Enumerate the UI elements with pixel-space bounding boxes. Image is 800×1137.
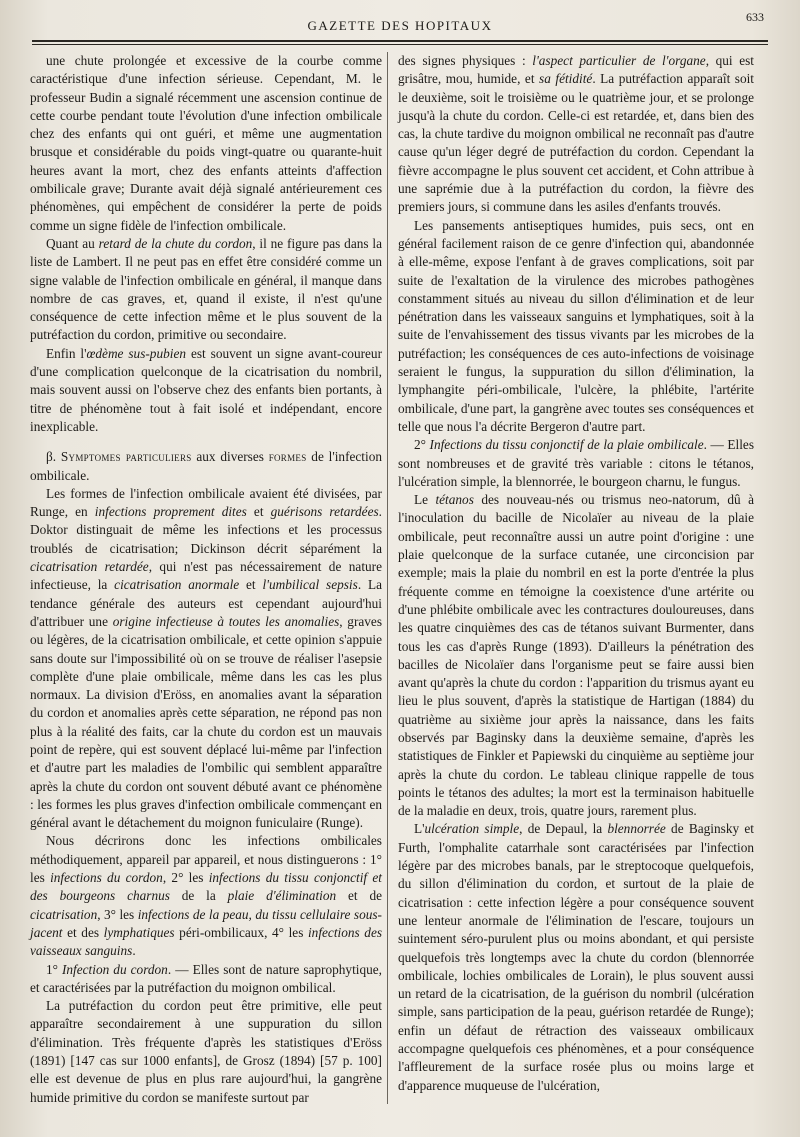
text-run: Nous décrirons donc les infections ombilicales méthodiquement, appareil par appareil, et nous distinguerons : 1° les (30, 833, 382, 886)
text-run: 2° (413, 437, 430, 453)
paragraph (398, 52, 754, 217)
text-run: Les formes de l'infection ombilicale avaient été divisées, par Runge, en (30, 485, 382, 520)
italic-phrase: sa fétidité (539, 71, 593, 87)
text-run: de la (169, 888, 228, 904)
paragraph (30, 485, 382, 833)
italic-phrase: œdème sus-pubien (86, 345, 187, 361)
text-run: des signes physiques : (398, 53, 533, 68)
text-run: Quant au (45, 235, 99, 251)
text-run: . Doktor distinguait de même les infections et les processus troublés de cicatrisation; Dickinson décrit séparément la (30, 504, 382, 556)
small-caps-phrase: Symptomes particuliers (60, 449, 192, 465)
text-run: Enfin l' (45, 345, 87, 361)
text-run: L' (413, 821, 425, 837)
italic-phrase: guérisons retardées (270, 504, 379, 520)
italic-phrase: cicatrisation anormale (114, 577, 240, 593)
italic-phrase: infections des vaisseaux sanguins (30, 924, 383, 959)
text-run: des nouveau-nés ou trismus neo-natorum, dû à l'inoculation du bacille de Nicolaïer au niveau de la plaie ombilicale, peut reconnaître aussi un autre point d'origine : une plaie quelconque de la surface cutanée, une circoncision par exemple; mais la plaie du nombril en est la porte d'entrée la plus fréquente comme en témoigne la coexistence d'une artérite ou d'une phlébite ombilicale avec les contractures douloureuses, dans les quatre cinquièmes des cas de tétanos suivant Burmenter, dans tous les cas d'après Runge (1893). D'ailleurs la pénétration des bacilles de Nicolaïer dans l'organisme peut se faire aussi bien avant qu'après la chute du cordon : l'apparition du trismus ayant eu lieu le plus souvent, d'après la statistique de Hartigan (1884) du quatrième au sixième jour après la naissance, dans les faits observés par Baginsky dans la deuxième semaine, d'après les statistiques de Finkler et Papiewski du cinquième au septième jour après la chute du cordon. Le tableau clinique rappelle de tous points le tétanos des adultes; la mort est la terminaison habituelle de la maladie en deux, trois, quatre jours, rarement plus. (398, 492, 754, 819)
italic-phrase: infections du cordon (50, 870, 163, 886)
text-run: de l'infection ombilicale. (30, 449, 382, 483)
italic-phrase: cicatrisation retardée (30, 559, 149, 575)
text-run: et des (62, 924, 104, 940)
italic-phrase: Infection du cordon (61, 961, 168, 977)
paragraph (30, 235, 382, 345)
italic-phrase: l'aspect particulier de l'organe (532, 53, 706, 68)
paragraph (30, 345, 382, 436)
italic-phrase: infections du tissu conjonctif et des bourgeons charnus (30, 870, 382, 904)
text-run: et (246, 504, 271, 520)
column-divider (387, 52, 388, 1104)
italic-phrase: retard de la chute du cordon (98, 235, 253, 251)
italic-phrase: cicatrisation (30, 906, 98, 922)
right-column (398, 52, 754, 1095)
text-run: , graves ou légères, de la cicatrisation ombilicale, et cette opinion s'appuie sans doute sur l'impossibilité où on se trouve de réaliser l'asepsie complète d'une plaie ombilicale, même dans les cas les plus normaux. La division d'Eröss, en anomalies avant la séparation du cordon et anomalies après cette séparation, ne répond pas non plus à la réalité des faits, car la chute du cordon est un mauvais point de repère, qui est souvent déplacé lui-même par l'infection et d'autre part les maladies de l'ombilic qui semblent apparaître après la chute du cordon ont souvent débuté avant ce phénomène : les formes les plus graves d'infection ombilicale commençant en général avant le détachement du moignon funiculaire (Runge). (30, 613, 383, 831)
text-run: et de (336, 888, 382, 904)
text-run: β. (45, 449, 61, 465)
text-run: . — Elles sont nombreuses et de gravité très variable : citons le tétanos, l'ulcération simple, la blennorrée, le bourgeon charnu, le fungus. (398, 437, 754, 489)
paragraph (398, 491, 754, 820)
text-run: . La tendance générale des auteurs est cependant aujourd'hui d'attribuer une (30, 577, 382, 629)
text-run: , de Depaul, la (519, 821, 608, 837)
text-run: Les pansements antiseptiques humides, puis secs, ont en général facilement raison de ce genre d'infection qui, abandonnée à elle-même, expose l'enfant à de graves complications, soit par suite de l'exaltation de la virulence des microbes pathogènes constamment situés au niveau du sillon d'élimination et de leur pénétration dans les vaisseaux sanguins et lymphatiques, soit à la suite de l'envahissement des tissus vivants par les microbes de la putréfaction; les conséquences de ces auto-infections de voisinage seraient le fungus, la suppuration du sillon d'élimination, la lymphangite péri-ombilicale, l'ulcère, la phlébite, l'artérite ombilicale, d'une part, la gangrène avec toutes ses conséquences et telle que nous l'a décrite Bergeron d'autre part. (398, 217, 754, 434)
text-run: , qui n'est pas nécessairement de nature infectieuse, la (30, 559, 382, 593)
paragraph (398, 217, 754, 437)
text-run: , qui est grisâtre, mou, humide, et (398, 53, 754, 87)
text-run: Le (413, 492, 436, 508)
text-run: une chute prolongée et excessive de la courbe comme caractéristique d'une infection sérieuse. Cependant, M. le professeur Budin a signalé récemment une ascension continue de cette courbe pendant toute l'évolution d'une infection ombilicale chez des enfants qui ont guéri, et même une augmentation brusque et considérable du poids vingt-quatre ou quarante-huit heures avant la mort, chez des enfants atteints d'affection ombilicale grave; Durante avait déjà signalé antérieurement ces phénomènes, qui empêchent de considérer la perte de poids comme un signe fidèle de l'infection ombilicale. (30, 53, 382, 233)
italic-phrase: Infections du tissu conjonctif de la plaie ombilicale (429, 437, 704, 453)
text-run: , il ne figure pas dans la liste de Lambert. Il ne peut pas en effet être considéré comme un signe valable de l'infection ombilicale en général, il manque dans nombre de cas graves, et, quand il existe, il n'est qu'une conséquence de cette infection même et le plus souvent de la putréfaction du cordon, primitive ou secondaire. (30, 235, 382, 343)
running-title: GAZETTE DES HOPITAUX (307, 18, 493, 33)
small-caps-phrase: formes (268, 449, 307, 465)
text-run: . — Elles sont de nature saprophytique, et caractérisées par la putréfaction du moignon ombilical. (30, 961, 382, 995)
text-run: de Baginsky et Furth, l'omphalite catarrhale sont caractérisées par l'infection légère par des microbes banals, par le streptocoque quelquefois, du sillon d'élimination du cordon, et surtout de la plaie de cicatrisation : cette infection légère a pour conséquence souvent une lenteur anormale de l'élimination de l'escare, toujours un suintement séro-purulent plus ou moins abondant, et qui persiste quelquefois très longtemps avec la chute du cordon (blennorrée ombilicale, lochies ombilicales de Lorain), le plus souvent aussi un retard de la cicatrisation, de la guérison du nombril (ulcération simple, sans participation de la peau, guérison retardée de Runge); enfin un défaut de rétraction des vaisseaux ombilicaux accompagne quelquefois ces phénomènes, et a pour conséquence l'affleurement de la surface rosée plus ou moins large et d'apparence muqueuse de l'ulcération, (398, 821, 754, 1093)
header-rule (32, 40, 768, 45)
text-run: aux diverses (191, 449, 269, 465)
paragraph (398, 436, 754, 491)
text-run: 1° (45, 961, 62, 977)
italic-phrase: plaie d'élimination (227, 888, 337, 904)
running-head (30, 10, 770, 36)
italic-phrase: l'umbilical sepsis (262, 577, 358, 593)
text-run: est souvent un signe avant-coureur d'une complication quelconque de la cicatrisation du nombril, mais souvent aussi on l'observe chez des enfants bien portants, à titre de phénomène tout à fait isolé et indépendant, encore inexplicable. (30, 345, 382, 434)
text-run: La putréfaction du cordon peut être primitive, elle peut apparaître secondairement à une suppuration du sillon d'élimination. Très fréquente d'après les statistiques d'Eröss (1891) [147 cas sur 1000 enfants], de Grosz (1894) [57 p. 100] elle est devenue de plus en plus rare aujourd'hui, la gangrène humide primitive du cordon se manifeste surtout par (30, 998, 382, 1105)
italic-phrase: blennorrée (607, 821, 666, 837)
italic-phrase: tétanos (435, 492, 474, 508)
italic-phrase: lymphatiques (103, 924, 175, 940)
text-run: , 3° les (97, 906, 138, 922)
text-run: péri-ombilicaux, 4° les (174, 924, 308, 940)
text-run: . (132, 943, 136, 959)
left-column (30, 52, 382, 1107)
text-run: et (239, 577, 263, 593)
paragraph (30, 832, 382, 960)
italic-phrase: origine infectieuse à toutes les anomalies (112, 613, 340, 629)
text-run: , 2° les (162, 870, 209, 886)
paragraph (398, 820, 754, 1094)
page-number: 633 (746, 10, 764, 24)
paragraph (30, 52, 382, 235)
paragraph (30, 448, 382, 485)
paragraph (30, 961, 382, 998)
italic-phrase: ulcération simple (424, 821, 520, 837)
text-run: . La putréfaction apparaît soit le deuxième, soit le troisième ou le quatrième jour, et se prolonge jusqu'à la chute du cordon. Celle-ci est retardée, et, dans bien des cas, la chute tardive du moignon ombilical ne reconnaît pas d'autre cause qu'un léger degré de putréfaction du cordon. Cependant la fièvre accompagne le plus souvent cet accident, et Cohn attribue à une saprémie due à la putréfaction du cordon, la fièvre des premiers jours, si commune dans les asiles d'enfants trouvés. (398, 71, 754, 215)
italic-phrase: infections proprement dites (94, 504, 247, 520)
paragraph (30, 997, 382, 1107)
italic-phrase: infections de la peau, du tissu cellulaire sous-jacent (30, 906, 382, 940)
